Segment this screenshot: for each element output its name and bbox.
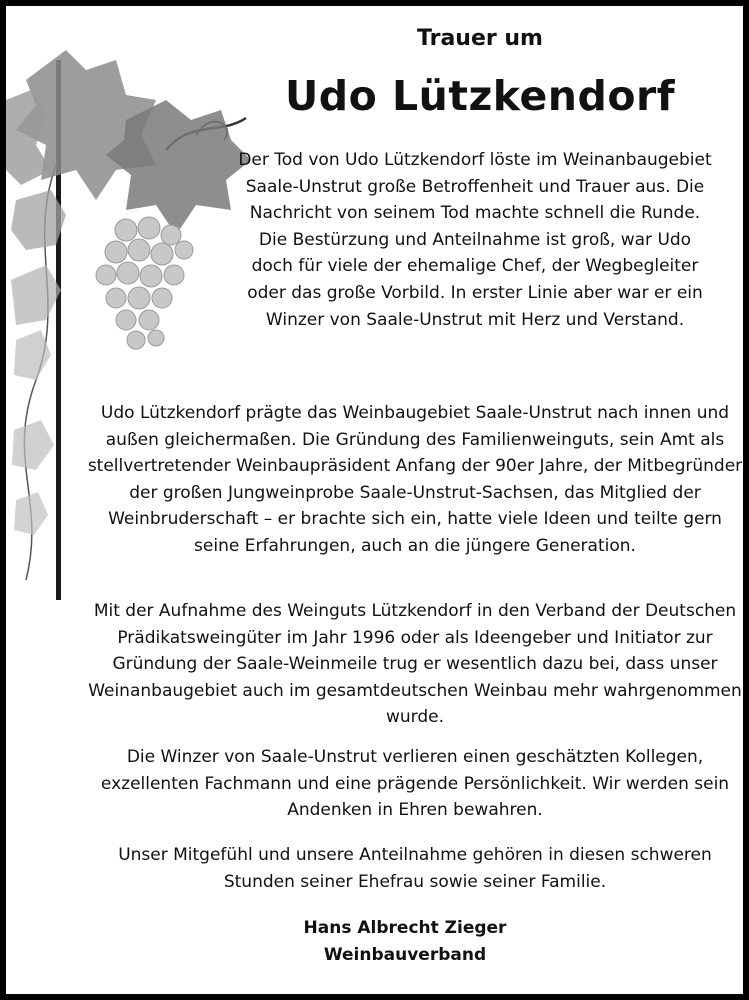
heading-trauer-um: Trauer um [417, 26, 543, 51]
paragraph-1: Der Tod von Udo Lützkendorf löste im Weinanbaugebiet Saale-Unstrut große Betroffenheit und Trauer aus. Die Nachricht von seinem Tod machte schnell die Runde. Die Bestürzung und Anteilnahme ist groß, war Udo doch für viele der ehemalige Chef, der Wegbegleiter oder das große Vorbild. In erster Linie aber war er ein Winzer von Saale-Unstrut mit Herz und Verstand. [238, 150, 712, 330]
deceased-name: Udo Lützkendorf [284, 72, 676, 120]
paragraph-5: Unser Mitgefühl und unsere Anteilnahme gehören in diesen schweren Stunden seiner Ehefrau sowie seiner Familie. [118, 845, 712, 892]
signature-organization: Weinbauverband [323, 945, 487, 965]
signature-name: Hans Albrecht Zieger [303, 918, 507, 938]
paragraph-2: Udo Lützkendorf prägte das Weinbaugebiet Saale-Unstrut nach innen und außen gleichermaßen. Die Gründung des Familienweinguts, sein Amt als stellvertretender Weinbaupräsident Anfang der 90er Jahre, der Mitbegründer der großen Jungweinprobe Saale-Unstrut-Sachsen, das Mitglied der Weinbruderschaft – er brachte sich ein, hatte viele Ideen und teilte gern seine Erfahrungen, auch an die jüngere Generation. [87, 403, 743, 556]
paragraph-3: Mit der Aufnahme des Weinguts Lützkendorf in den Verband der Deutschen Prädikatsweingüter im Jahr 1996 oder als Ideengeber und Initiator zur Gründung der Saale-Weinmeile trug er wesentlich dazu bei, dass unser Weinanbaugebiet auch im gesamtdeutschen Weinbau mehr wahrgenommen wurde. [88, 601, 742, 728]
paragraph-4: Die Winzer von Saale-Unstrut verlieren einen geschätzten Kollegen, exzellenten Fachmann und eine prägende Persönlichkeit. Wir werden sein Andenken in Ehren bewahren. [100, 747, 730, 821]
